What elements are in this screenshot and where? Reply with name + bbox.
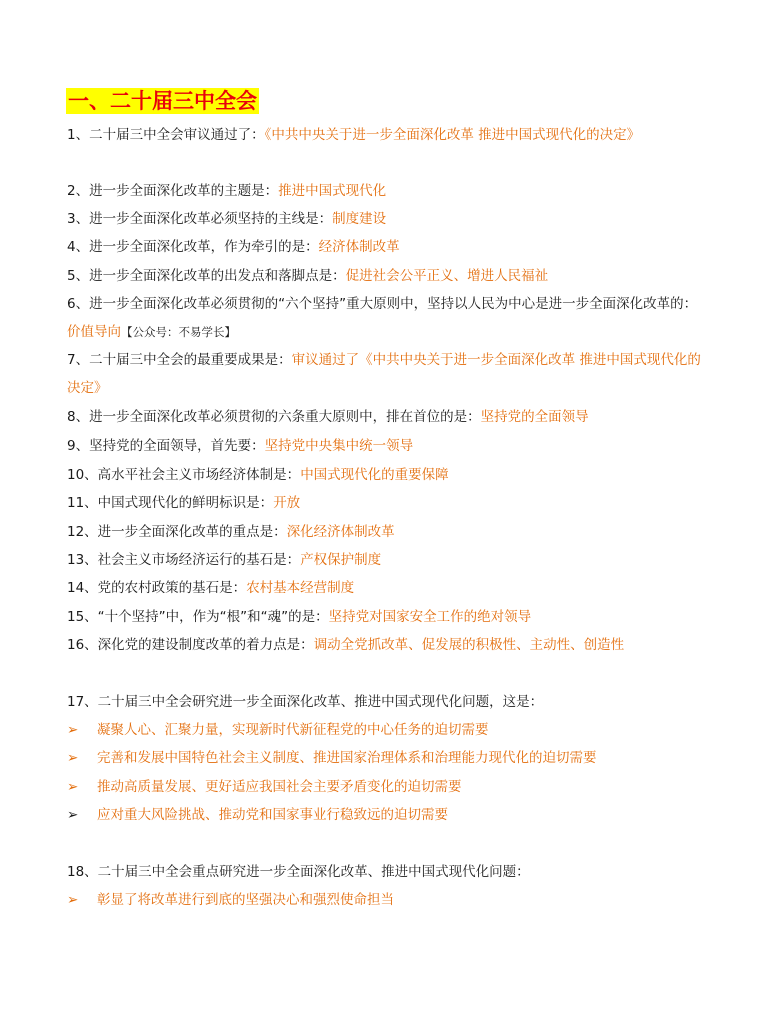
bullet-text: 彰显了将改革进行到底的坚强决心和强烈使命担当 bbox=[97, 892, 394, 908]
bullet-item bbox=[67, 801, 448, 829]
bullet-item bbox=[67, 773, 462, 801]
bullet-item bbox=[67, 716, 489, 744]
arrow-bullet-icon: ➢ bbox=[67, 750, 79, 766]
question-text: 2、进一步全面深化改革的主题是： bbox=[67, 183, 279, 199]
answer-text: 产权保护制度 bbox=[300, 552, 382, 568]
list-item bbox=[67, 121, 707, 149]
answer-text: 制度建设 bbox=[332, 211, 387, 227]
list-item bbox=[67, 688, 707, 716]
list-item bbox=[67, 290, 707, 346]
answer-text: 坚持党对国家安全工作的绝对领导 bbox=[328, 609, 532, 625]
question-text: 1、二十届三中全会审议通过了： bbox=[67, 127, 265, 143]
arrow-bullet-icon: ➢ bbox=[67, 892, 79, 908]
answer-text: 促进社会公平正义、增进人民福祉 bbox=[345, 268, 549, 284]
answer-text: 审议通过了《中共中央关于进一步全面深化改革 推进中国式现代化的决定》 bbox=[67, 352, 701, 396]
question-text: 3、进一步全面深化改革必须坚持的主线是： bbox=[67, 211, 333, 227]
answer-text: 调动全党抓改革、促发展的积极性、主动性、创造性 bbox=[313, 637, 625, 653]
list-item bbox=[67, 603, 707, 631]
note-text: 【公众号：不易学长】 bbox=[121, 325, 236, 339]
answer-text: 农村基本经营制度 bbox=[246, 580, 355, 596]
answer-text: 《中共中央关于进一步全面深化改革 推进中国式现代化的决定》 bbox=[264, 127, 641, 143]
bullet-text: 完善和发展中国特色社会主义制度、推进国家治理体系和治理能力现代化的迫切需要 bbox=[97, 750, 597, 766]
arrow-bullet-icon: ➢ bbox=[67, 807, 79, 823]
question-text: 12、进一步全面深化改革的重点是： bbox=[67, 524, 287, 540]
answer-text: 价值导向 bbox=[67, 324, 121, 340]
question-text: 7、二十届三中全会的最重要成果是： bbox=[67, 352, 292, 368]
list-item bbox=[67, 262, 707, 290]
question-text: 4、进一步全面深化改革，作为牵引的是： bbox=[67, 239, 319, 255]
list-item bbox=[67, 403, 707, 431]
list-item bbox=[67, 631, 707, 659]
bullet-text: 推动高质量发展、更好适应我国社会主要矛盾变化的迫切需要 bbox=[97, 779, 462, 795]
list-item bbox=[67, 461, 707, 489]
bullet-text: 应对重大风险挑战、推动党和国家事业行稳致远的迫切需要 bbox=[97, 807, 448, 823]
list-item bbox=[67, 346, 707, 402]
bullet-text: 凝聚人心、汇聚力量，实现新时代新征程党的中心任务的迫切需要 bbox=[97, 722, 489, 738]
question-text: 11、中国式现代化的鲜明标识是： bbox=[67, 495, 274, 511]
answer-text: 坚持党中央集中统一领导 bbox=[264, 438, 414, 454]
list-item bbox=[67, 177, 707, 205]
list-item bbox=[67, 546, 707, 574]
list-item bbox=[67, 233, 707, 261]
question-text: 14、党的农村政策的基石是： bbox=[67, 580, 247, 596]
question-text: 9、坚持党的全面领导，首先要： bbox=[67, 438, 265, 454]
list-item bbox=[67, 205, 707, 233]
bullet-item bbox=[67, 744, 597, 772]
question-text: 15、“十个坚持”中，作为“根”和“魂”的是： bbox=[67, 609, 329, 625]
question-text: 13、社会主义市场经济运行的基石是： bbox=[67, 552, 301, 568]
answer-text: 深化经济体制改革 bbox=[286, 524, 395, 540]
list-item bbox=[67, 489, 707, 517]
list-item bbox=[67, 574, 707, 602]
answer-text: 中国式现代化的重要保障 bbox=[300, 467, 449, 483]
bullet-item bbox=[67, 886, 394, 914]
answer-text: 推进中国式现代化 bbox=[278, 183, 387, 199]
list-item bbox=[67, 858, 707, 886]
arrow-bullet-icon: ➢ bbox=[67, 722, 79, 738]
answer-text: 开放 bbox=[273, 495, 301, 511]
question-text: 8、进一步全面深化改革必须贯彻的六条重大原则中，排在首位的是： bbox=[67, 409, 481, 425]
question-text: 5、进一步全面深化改革的出发点和落脚点是： bbox=[67, 268, 346, 284]
section-heading: 一、二十届三中全会 bbox=[68, 89, 257, 113]
answer-text: 经济体制改革 bbox=[318, 239, 400, 255]
question-text: 17、二十届三中全会研究进一步全面深化改革、推进中国式现代化问题，这是： bbox=[67, 694, 544, 710]
question-text: 16、深化党的建设制度改革的着力点是： bbox=[67, 637, 314, 653]
list-item bbox=[67, 432, 707, 460]
question-text: 10、高水平社会主义市场经济体制是： bbox=[67, 467, 301, 483]
answer-text: 坚持党的全面领导 bbox=[480, 409, 589, 425]
question-text: 6、进一步全面深化改革必须贯彻的“六个坚持”重大原则中，坚持以人民为中心是进一步全面深化改革的： bbox=[67, 296, 698, 312]
list-item bbox=[67, 518, 707, 546]
question-text: 18、二十届三中全会重点研究进一步全面深化改革、推进中国式现代化问题： bbox=[67, 864, 530, 880]
arrow-bullet-icon: ➢ bbox=[67, 779, 79, 795]
